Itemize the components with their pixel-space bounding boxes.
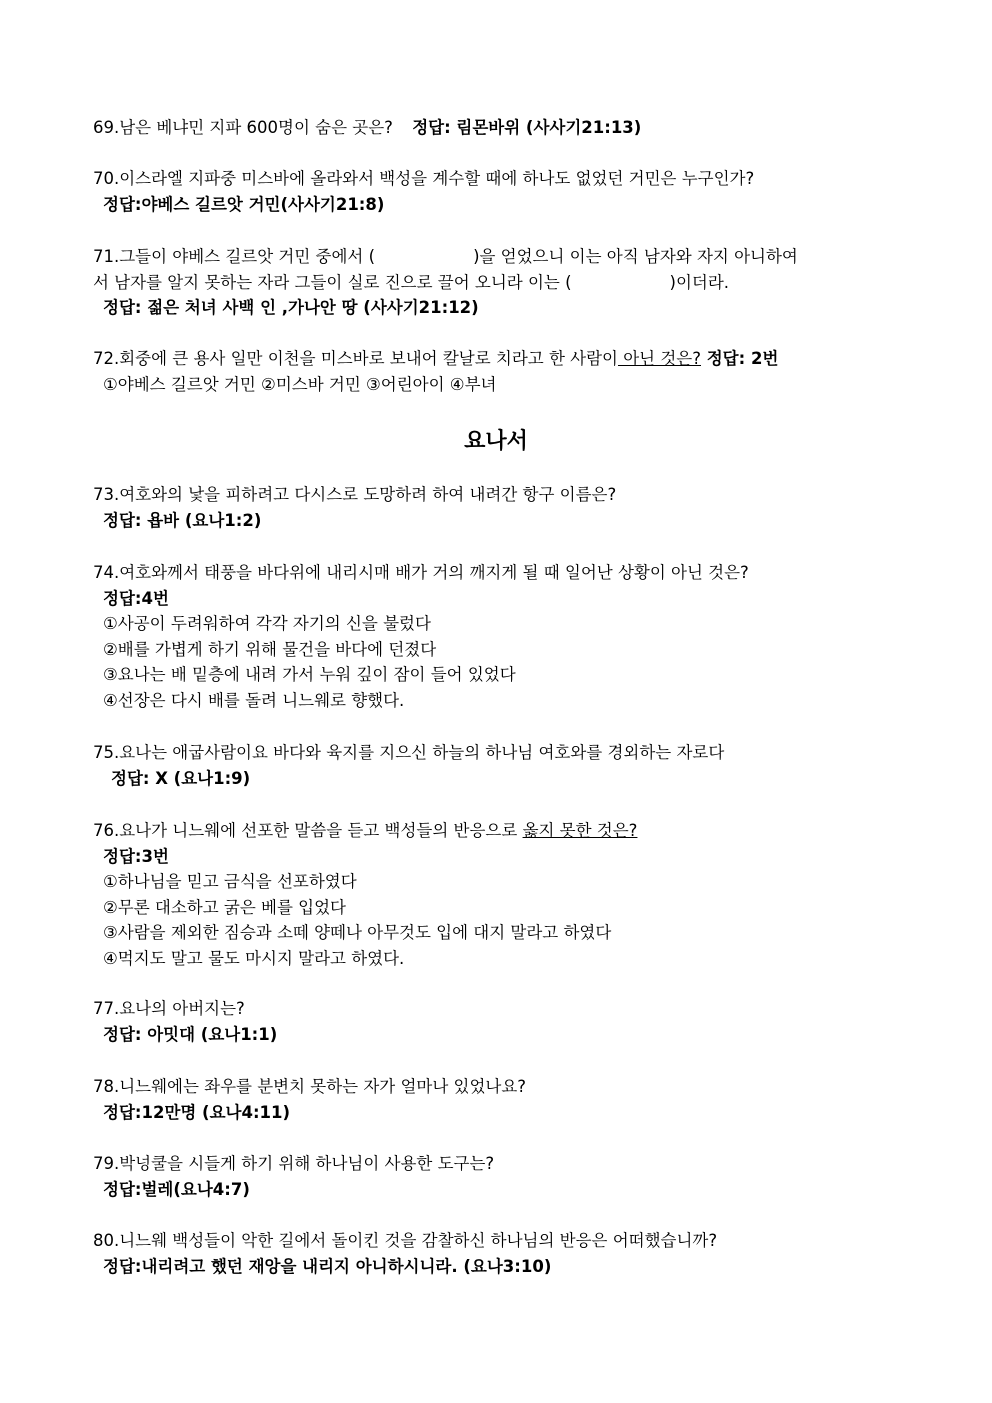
question-71-line1-b: )을 얻었으니 이는 아직 남자와 자지 아니하여 <box>473 247 798 266</box>
question-71-line2-b: )이더라. <box>669 272 730 292</box>
question-77 <box>93 996 903 1047</box>
question-77-answer: 정답: 아밋대 (요나1:1) <box>103 1024 278 1044</box>
question-72-answer: 정답: 2번 <box>701 349 779 368</box>
question-75 <box>93 740 903 791</box>
question-70-text: 70.이스라엘 지파중 미스바에 올라와서 백성을 계수할 때에 하나도 없었던 거민은 누구인가? <box>93 169 755 188</box>
question-70 <box>93 166 903 217</box>
question-76-text: 76.요나가 니느웨에 선포한 말씀을 듣고 백성들의 반응으로 <box>93 821 523 840</box>
question-78-answer: 정답:12만명 (요나4:11) <box>103 1102 291 1122</box>
question-71-answer: 정답: 젊은 처녀 사백 인 ,가나안 땅 (사사기21:12) <box>103 298 479 317</box>
question-74 <box>93 560 903 713</box>
question-76-option-4: ④먹지도 말고 물도 마시지 말라고 하였다. <box>103 948 405 968</box>
question-72 <box>93 346 903 397</box>
question-72-underlined: 아닌 것은? <box>617 349 701 368</box>
question-71-line1-a: 71.그들이 야베스 길르앗 거민 중에서 ( <box>93 247 376 266</box>
question-79 <box>93 1151 903 1202</box>
question-80-answer: 정답:내리려고 했던 재앙을 내리지 아니하시니라. (요나3:10) <box>103 1256 552 1276</box>
question-71-line2-a: 서 남자를 알지 못하는 자라 그들이 실로 진으로 끌어 오니라 이는 ( <box>93 272 572 292</box>
question-79-answer: 정답:벌레(요나4:7) <box>103 1179 250 1199</box>
question-73-text: 73.여호와의 낯을 피하려고 다시스로 도망하려 하여 내려간 항구 이름은? <box>93 485 617 504</box>
question-77-text: 77.요나의 아버지는? <box>93 999 245 1018</box>
question-76-answer: 정답:3번 <box>103 846 169 866</box>
question-76-option-2: ②무론 대소하고 굵은 베를 입었다 <box>103 897 346 917</box>
question-72-options: ①야베스 길르앗 거민 ②미스바 거민 ③어린아이 ④부녀 <box>103 374 497 394</box>
question-75-answer: 정답: X (요나1:9) <box>111 768 251 788</box>
question-76-underlined: 옳지 못한 것은? <box>522 821 638 840</box>
question-80 <box>93 1228 903 1279</box>
question-69-answer: 정답: 림몬바위 (사사기21:13) <box>412 118 642 137</box>
question-70-answer: 정답:야베스 길르앗 거민(사사기21:8) <box>103 194 385 214</box>
question-72-text: 72.회중에 큰 용사 일만 이천을 미스바로 보내어 칼날로 치라고 한 사람이 <box>93 349 618 368</box>
question-71 <box>93 244 903 321</box>
question-74-answer: 정답:4번 <box>103 588 169 608</box>
question-69-text: 69.남은 베냐민 지파 600명이 숨은 곳은? <box>93 118 393 137</box>
question-78 <box>93 1074 903 1125</box>
question-79-text: 79.박넝쿨을 시들게 하기 위해 하나님이 사용한 도구는? <box>93 1154 495 1173</box>
question-76-option-1: ①하나님을 믿고 금식을 선포하였다 <box>103 872 357 891</box>
question-74-option-1: ①사공이 두려워하여 각각 자기의 신을 불렀다 <box>103 614 431 633</box>
section-title: 요나서 <box>464 429 528 454</box>
question-78-text: 78.니느웨에는 좌우를 분변치 못하는 자가 얼마나 있었나요? <box>93 1077 527 1096</box>
question-74-text: 74.여호와께서 태풍을 바다위에 내리시매 배가 거의 깨지게 될 때 일어난 상황이 아닌 것은? <box>93 563 749 582</box>
question-76 <box>93 818 903 971</box>
question-74-option-4: ④선장은 다시 배를 돌려 니느웨로 향했다. <box>103 690 405 710</box>
question-74-option-3: ③요나는 배 밑층에 내려 가서 누워 깊이 잠이 들어 있었다 <box>103 665 516 684</box>
question-73 <box>93 482 903 533</box>
question-73-answer: 정답: 욥바 (요나1:2) <box>103 510 262 530</box>
question-75-text: 75.요나는 애굽사람이요 바다와 육지를 지으신 하늘의 하나님 여호와를 경외하는 자로다 <box>93 743 725 762</box>
question-69 <box>93 115 903 141</box>
question-74-option-2: ②배를 가볍게 하기 위해 물건을 바다에 던졌다 <box>103 639 437 659</box>
question-80-text: 80.니느웨 백성들이 악한 길에서 돌이킨 것을 감찰하신 하나님의 반응은 어떠했습니까? <box>93 1231 718 1250</box>
question-76-option-3: ③사람을 제외한 짐승과 소떼 양떼나 아무것도 입에 대지 말라고 하였다 <box>103 923 612 942</box>
